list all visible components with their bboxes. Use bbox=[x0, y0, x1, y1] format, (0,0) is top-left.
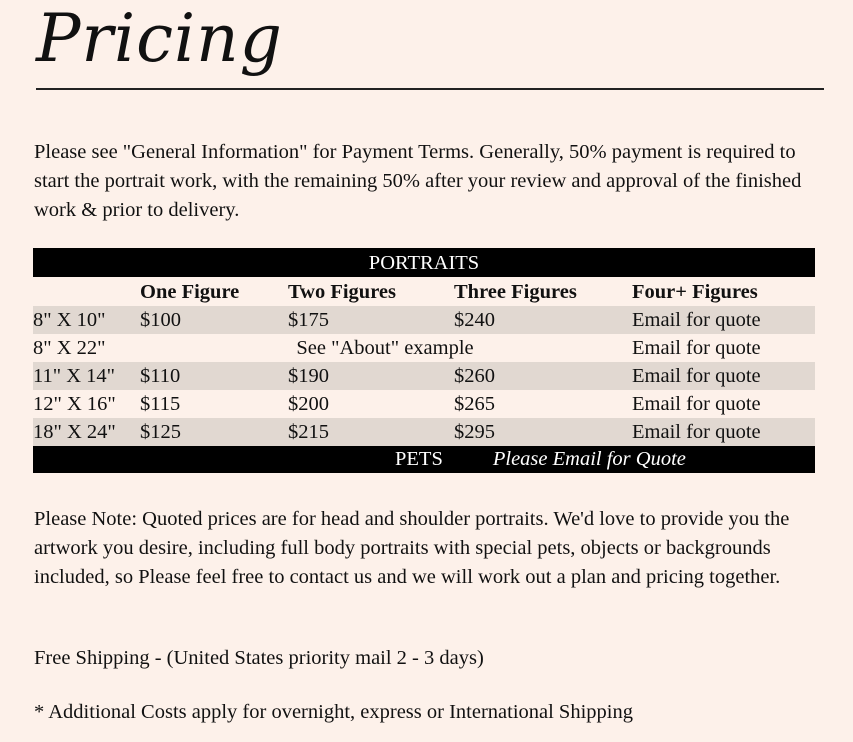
column-header-four-figures: Four+ Figures bbox=[632, 280, 758, 303]
column-header-one-figure: One Figure bbox=[140, 280, 240, 303]
portraits-header: PORTRAITS bbox=[33, 248, 815, 277]
price-four-figures: Email for quote bbox=[632, 306, 815, 334]
price-three-figures: $265 bbox=[454, 393, 495, 415]
column-header-three-figures: Three Figures bbox=[454, 280, 577, 303]
price-four-figures: Email for quote bbox=[632, 393, 761, 415]
price-one-figure: $100 bbox=[138, 306, 288, 334]
pricing-table bbox=[33, 248, 815, 473]
price-four-figures: Email for quote bbox=[632, 418, 815, 446]
column-header-row bbox=[33, 277, 815, 306]
price-two-figures: $190 bbox=[288, 362, 454, 390]
pets-quote: Please Email for Quote bbox=[492, 448, 686, 470]
pets-label: PETS bbox=[395, 448, 443, 470]
price-four-figures: Email for quote bbox=[632, 362, 815, 390]
page-title: Pricing bbox=[36, 0, 283, 77]
price-two-figures: $200 bbox=[288, 393, 329, 415]
size-cell: 18" X 24" bbox=[33, 418, 138, 446]
pets-row bbox=[33, 446, 815, 473]
table-row bbox=[33, 334, 815, 362]
title-underline bbox=[36, 88, 824, 90]
table-row bbox=[33, 306, 815, 334]
size-cell: 11" X 14" bbox=[33, 362, 138, 390]
table-row bbox=[33, 362, 815, 390]
price-one-figure: $115 bbox=[140, 393, 181, 415]
see-about-example: See "About" example bbox=[296, 337, 474, 359]
column-header-two-figures: Two Figures bbox=[288, 280, 397, 303]
table-row bbox=[33, 418, 815, 446]
portraits-header-row bbox=[33, 248, 815, 277]
size-cell: 8" X 10" bbox=[33, 306, 138, 334]
price-two-figures: $215 bbox=[288, 418, 454, 446]
price-one-figure: $110 bbox=[138, 362, 288, 390]
additional-costs-paragraph: * Additional Costs apply for overnight, express or International Shipping bbox=[34, 701, 633, 723]
size-cell: 8" X 22" bbox=[33, 337, 106, 359]
size-cell: 12" X 16" bbox=[33, 393, 116, 415]
payment-terms-paragraph: Please see "General Information" for Payment Terms. Generally, 50% payment is required to start the portrait work, with the remaining 50% after your review and approval of the finished work & prior to delivery. bbox=[34, 141, 802, 221]
column-header-size bbox=[33, 277, 138, 306]
pricing-note-paragraph: Please Note: Quoted prices are for head and shoulder portraits. We'd love to provide you the artwork you desire, including full body portraits with special pets, objects or backgrounds included, so Please feel free to contact us and we will work out a plan and pricing together. bbox=[34, 508, 790, 588]
price-three-figures: $260 bbox=[454, 362, 632, 390]
price-three-figures: $240 bbox=[454, 306, 632, 334]
price-one-figure: $125 bbox=[138, 418, 288, 446]
price-two-figures: $175 bbox=[288, 306, 454, 334]
price-four-figures: Email for quote bbox=[632, 337, 761, 359]
shipping-paragraph: Free Shipping - (United States priority mail 2 - 3 days) bbox=[34, 647, 484, 669]
price-three-figures: $295 bbox=[454, 418, 632, 446]
table-row bbox=[33, 390, 815, 418]
